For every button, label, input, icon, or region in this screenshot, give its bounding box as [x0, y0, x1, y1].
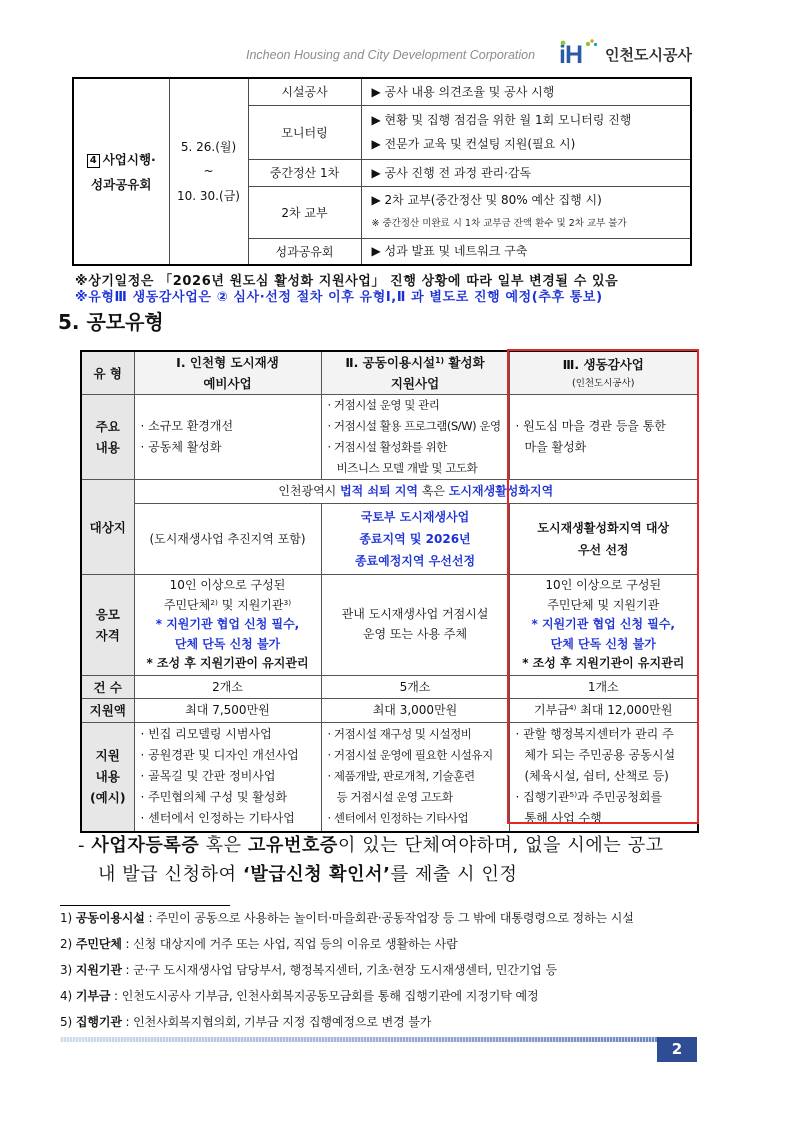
target-line: 도시재생활성화지역 대상 — [537, 521, 670, 535]
task-desc-item: ▶ 2차 교부(중간정산 및 80% 예산 집행 시) — [371, 193, 602, 207]
corp-name-korean: 인천도시공사 — [605, 46, 692, 64]
registration-requirement — [78, 831, 664, 889]
label-line: 자격 — [95, 628, 120, 643]
schedule-table — [72, 77, 692, 266]
req-em-confirmation: ‘발급신청 확인서’ — [242, 864, 391, 885]
schedule-row — [73, 78, 691, 105]
target-row — [81, 504, 698, 575]
count-label: 건 수 — [81, 676, 134, 699]
type1-header — [134, 351, 321, 395]
label-line: 내용 — [95, 769, 120, 785]
list-item: · 원도심 마을 경관 등을 통한 — [515, 419, 666, 433]
stage-title-line1 — [74, 147, 169, 172]
footnote-ref: 5) — [569, 790, 578, 800]
footnote-term: 공동이용시설 — [75, 911, 145, 925]
elig-required: * 지원기관 협업 신청 필수, — [531, 617, 675, 632]
footnote-term: 기부금 — [75, 989, 111, 1003]
requirement-line2 — [78, 860, 664, 889]
task-desc-item: ▶ 현황 및 집행 점검을 위한 월 1회 모니터링 진행 — [371, 113, 632, 127]
footnote — [60, 910, 700, 936]
footnote-term: 집행기관 — [75, 1015, 122, 1029]
target-line: 종료지역 및 2026년 — [359, 532, 471, 546]
label-line: 주요 — [95, 419, 120, 434]
type3-subtitle: (인천도시공사) — [572, 377, 635, 389]
list-item: · 거점시설 운영 및 관리 — [327, 398, 440, 412]
elig-maintenance: * 조성 후 지원기관이 유지관리 — [146, 656, 309, 671]
amount-row — [81, 699, 698, 723]
elig-text: 주민단체 — [163, 597, 211, 612]
target-em-decline-area: 법적 쇠퇴 지역 — [340, 484, 419, 498]
logo-mark-text: iH — [559, 41, 582, 69]
req-dash: - — [78, 835, 92, 856]
type2-subtitle: 지원사업 — [390, 376, 440, 391]
amount-label: 지원액 — [81, 699, 134, 723]
elig-required: * 지원기관 협업 신청 필수, — [155, 617, 300, 632]
type3-content — [509, 395, 698, 480]
footnote-ref: 3) — [283, 597, 292, 607]
label-line: 지원 — [95, 748, 120, 764]
footnote-ref: 2) — [210, 597, 218, 607]
req-em-unique-number: 고유번호증 — [247, 835, 338, 856]
req-text: 이 있는 단체여야하며, 없을 시에는 공고 — [337, 835, 664, 856]
footnote-desc: : 군·구 도시재생사업 담당부서, 행정복지센터, 기초·현장 도시재생센터, 민간기업 등 — [121, 963, 557, 977]
label-line: 내용 — [95, 440, 120, 455]
stage-cell — [73, 78, 169, 265]
task-desc-cell — [361, 238, 691, 265]
list-item: · 제품개발, 판로개척, 기술훈련 — [327, 769, 475, 784]
footnote — [60, 988, 700, 1014]
type2-count: 5개소 — [321, 676, 509, 699]
type3-header — [509, 351, 698, 395]
elig-line: 관내 도시재생사업 거점시설 — [341, 607, 489, 622]
support-label — [81, 723, 134, 832]
target-prefix: 인천광역시 — [278, 484, 341, 498]
target-line: 우선 선정 — [577, 543, 629, 557]
type3-eligibility — [509, 575, 698, 676]
list-text: 과 주민공청회를 — [577, 790, 663, 805]
content-row — [81, 395, 698, 480]
req-text: 혹은 — [199, 835, 248, 856]
footnote-desc: : 신청 대상지에 거주 또는 사업, 직업 등의 이유로 생활하는 사람 — [121, 937, 458, 951]
elig-text: 및 지원기관 — [217, 597, 284, 612]
type1-title: Ⅰ. 인천형 도시재생 — [176, 355, 279, 370]
elig-maintenance: * 조성 후 지원기관이 유지관리 — [522, 656, 685, 671]
ih-logo — [557, 38, 603, 68]
req-em-business-registration: 사업자등록증 — [91, 835, 200, 856]
task-cell: 성과공유회 — [248, 238, 361, 265]
list-item: · 센터에서 인정하는 기타사업 — [327, 811, 469, 826]
footnote-ref: 1) — [435, 355, 445, 365]
type2-header — [321, 351, 509, 395]
type1-target: (도시재생사업 추진지역 포함) — [134, 504, 321, 575]
type2-support — [321, 723, 509, 832]
amount-prefix: 기부금 — [534, 703, 569, 717]
type1-support — [134, 723, 321, 832]
footnote-ref: 4) — [568, 702, 577, 712]
list-item: · 공동체 활성화 — [140, 440, 222, 454]
type2-content — [321, 395, 509, 480]
type3-title: Ⅲ. 생동감사업 — [562, 356, 644, 372]
req-text: 를 제출 시 인정 — [390, 864, 518, 885]
footnotes — [60, 910, 700, 1040]
list-item: · 거점시설 활용 프로그램(S/W) 운영 — [327, 419, 501, 433]
list-item: · 골목길 및 간판 정비사업 — [140, 769, 276, 784]
support-row — [81, 723, 698, 832]
type1-count: 2개소 — [134, 676, 321, 699]
elig-no-solo: 단체 단독 신청 불가 — [550, 636, 656, 651]
footnote-term: 지원기관 — [75, 963, 122, 977]
contest-types-table — [80, 350, 699, 833]
target-em-revitalization-area: 도시재생활성화지역 — [448, 484, 554, 498]
type2-title-text: Ⅱ. 공동이용시설 — [345, 355, 436, 370]
list-item: · 거점시설 활성화를 위한 — [327, 440, 447, 454]
list-item-continued: 등 거점시설 운영 고도화 — [336, 790, 453, 805]
footnote-number: 5) — [60, 1015, 73, 1029]
task-cell: 시설공사 — [248, 78, 361, 105]
footer-bar — [60, 1037, 657, 1042]
section-title: 5. 공모유형 — [58, 310, 164, 334]
type2-target — [321, 504, 509, 575]
target-common-row — [81, 480, 698, 504]
elig-line: 운영 또는 사용 주체 — [362, 627, 468, 641]
page-number: 2 — [657, 1037, 697, 1062]
type3-count: 1개소 — [509, 676, 698, 699]
task-desc-item: ▶ 성과 발표 및 네트워크 구축 — [371, 244, 528, 259]
list-item: · 거점시설 재구성 및 시설정비 — [327, 727, 472, 742]
task-desc-cell — [361, 78, 691, 105]
footnote-desc: : 인천사회복지협의회, 기부금 지정 집행예정으로 변경 불가 — [121, 1015, 432, 1029]
footnote-number: 4) — [60, 989, 73, 1003]
footnote — [60, 962, 700, 988]
stage-number: 4 — [87, 154, 100, 168]
task-cell: 모니터링 — [248, 105, 361, 159]
eligibility-label — [81, 575, 134, 676]
task-desc-item: ▶ 공사 진행 전 과정 관리·감독 — [371, 165, 532, 180]
req-text: 내 발급 신청하여 — [98, 864, 243, 885]
amount-value: 최대 12,000만원 — [576, 703, 673, 717]
list-item: · 센터에서 인정하는 기타사업 — [140, 811, 295, 826]
type3-amount — [509, 699, 698, 723]
list-item-continued: 체가 되는 주민공용 공동시설 — [524, 748, 676, 763]
list-item-continued: 비즈니스 모델 개발 및 고도화 — [336, 461, 478, 475]
type3-support — [509, 723, 698, 832]
eligibility-row — [81, 575, 698, 676]
type-label-cell: 유 형 — [81, 351, 134, 395]
type1-subtitle: 예비사업 — [203, 376, 252, 391]
footnote-desc: : 주민이 공동으로 사용하는 놀이터·마을회관·공동작업장 등 그 밖에 대통령령으로 정하는 시설 — [144, 911, 634, 925]
types-header-row — [81, 351, 698, 395]
type2-eligibility — [321, 575, 509, 676]
list-item: · 관할 행정복지센터가 관리 주 — [515, 727, 674, 742]
list-text: · 집행기관 — [515, 790, 570, 805]
elig-no-solo: 단체 단독 신청 불가 — [174, 636, 281, 651]
period-end: 10. 30.(금) — [177, 188, 240, 203]
type3-target — [509, 504, 698, 575]
elig-line — [138, 596, 318, 616]
count-row — [81, 676, 698, 699]
footnote-number: 3) — [60, 963, 73, 977]
type2-title-tail: 활성화 — [444, 355, 485, 370]
footnote-desc: : 인천도시공사 기부금, 인천사회복지공동모금회를 통해 집행기관에 지정기탁 예정 — [110, 989, 539, 1003]
content-label — [81, 395, 134, 480]
type1-amount: 최대 7,500만원 — [134, 699, 321, 723]
schedule-change-note: ※상기일정은 「2026년 원도심 활성화 지원사업」 진행 상황에 따라 일부 변경될 수 있음 — [75, 274, 619, 289]
list-item: · 빈집 리모델링 시범사업 — [140, 727, 272, 742]
task-desc-note: ※ 중간정산 미완료 시 1차 교부금 잔액 환수 및 2차 교부 불가 — [371, 218, 627, 229]
target-line: 종료예정지역 우선선정 — [354, 554, 476, 568]
period-separator: ~ — [203, 164, 214, 179]
list-item: · 주민협의체 구성 및 활성화 — [140, 790, 288, 805]
label-line: 응모 — [95, 607, 120, 622]
footnote-number: 2) — [60, 937, 73, 951]
footnote-divider — [60, 905, 230, 906]
type1-content — [134, 395, 321, 480]
target-line: 국토부 도시재생사업 — [360, 510, 470, 524]
type2-amount: 최대 3,000만원 — [321, 699, 509, 723]
corp-name-english: Incheon Housing and City Development Corporation — [246, 48, 536, 62]
target-mid: 혹은 — [418, 484, 449, 498]
list-item-continued: 통해 사업 수행 — [524, 811, 602, 826]
list-item: · 거점시설 운영에 필요한 시설유지 — [327, 748, 493, 763]
stage-title-text: 사업시행· — [102, 151, 156, 167]
elig-line: 10인 이상으로 구성된 — [169, 578, 286, 593]
list-item — [516, 787, 695, 808]
footnote-number: 1) — [60, 911, 73, 925]
target-common-cell — [134, 480, 698, 504]
period-start: 5. 26.(월) — [180, 139, 237, 154]
target-label: 대상지 — [81, 480, 134, 575]
task-cell: 중간정산 1차 — [248, 159, 361, 186]
elig-line: 주민단체 및 지원기관 — [547, 597, 660, 612]
type1-eligibility — [134, 575, 321, 676]
list-item: · 소규모 환경개선 — [140, 419, 234, 433]
label-line: (예시) — [89, 790, 126, 806]
task-desc-item: ▶ 전문가 교육 및 컨설팅 지원(필요 시) — [371, 137, 576, 151]
period-cell — [169, 78, 248, 265]
stage-title-line2: 성과공유회 — [91, 176, 152, 192]
requirement-line1 — [78, 831, 664, 860]
task-desc-item: ▶ 공사 내용 의견조율 및 공사 시행 — [371, 84, 555, 99]
task-desc-cell — [361, 105, 691, 159]
type2-title — [325, 352, 506, 373]
task-desc-cell — [361, 186, 691, 238]
type3-notice: ※유형Ⅲ 생동감사업은 ② 심사·선정 절차 이후 유형Ⅰ,Ⅱ 과 별도로 진행 예정(추후 통보) — [75, 290, 603, 305]
elig-line: 10인 이상으로 구성된 — [545, 578, 662, 593]
footnote — [60, 936, 700, 962]
task-cell: 2차 교부 — [248, 186, 361, 238]
list-item-continued: (체육시설, 쉼터, 산책로 등) — [524, 769, 669, 784]
task-desc-cell — [361, 159, 691, 186]
list-item-continued: 마을 활성화 — [524, 440, 587, 454]
list-item: · 공원경관 및 디자인 개선사업 — [140, 748, 299, 763]
footnote-term: 주민단체 — [75, 937, 122, 951]
